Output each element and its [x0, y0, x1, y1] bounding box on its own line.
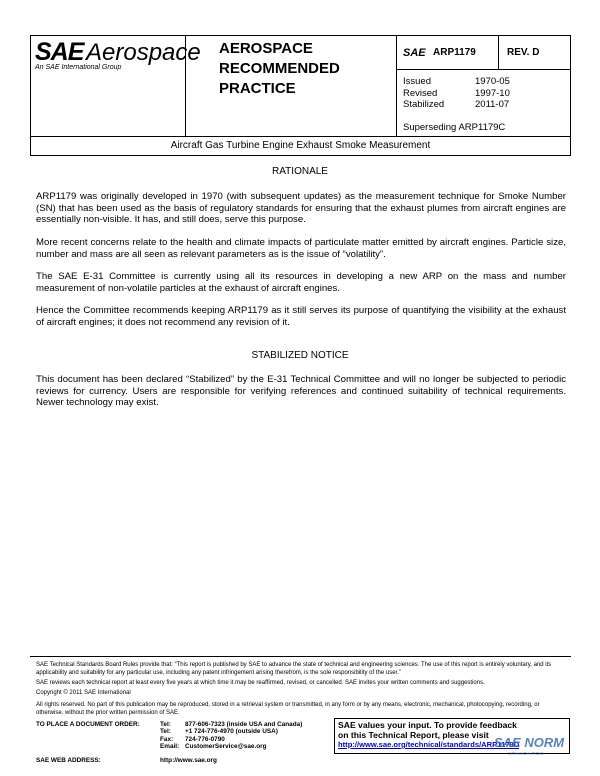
header-box	[30, 35, 571, 137]
rationale-heading: RATIONALE	[272, 166, 328, 177]
logo-subtitle: An SAE International Group	[35, 64, 122, 71]
rationale-paragraph: Hence the Committee recommends keeping ARP1179 as it still serves its purpose of quantifying the visibility at the exhaust of aircraft engines; it does not recommend any revision of it.	[36, 305, 566, 328]
doc-type-line: PRACTICE	[219, 80, 296, 97]
feedback-text: SAE values your input. To provide feedback	[338, 720, 517, 730]
aerospace-logo: Aerospace	[86, 39, 201, 66]
rights-notice: All rights reserved. No part of this publication may be reproduced, stored in a retrieval system or transmitted, in any form or by any means, electronic, mechanical, photocopying, recording, or otherwise, without the prior written permission of SAE.	[36, 702, 540, 716]
document-number: ARP1179	[433, 47, 476, 58]
sae-mini-logo: SAE	[403, 47, 426, 59]
standards-board-rules: SAE Technical Standards Board Rules provide that: “This report is published by SAE to advance the state of technical and engineering sciences. The use of this report is entirely voluntary, and its applicability and suitability for any particular use, including any patent infringement arising therefrom, is the sole responsibility of the user.”	[36, 662, 552, 676]
contact-row: Tel: 877-606-7323 (inside USA and Canada)	[160, 721, 303, 728]
contact-row: Fax: 724-776-0790	[160, 735, 225, 743]
document-type	[219, 39, 389, 99]
date-row: Stabilized 2011-07	[403, 99, 510, 110]
order-contacts	[160, 721, 302, 751]
date-history	[403, 76, 523, 111]
doc-type-line: RECOMMENDED	[219, 60, 340, 77]
contact-row: Tel: +1 724-776-4970 (outside USA)	[160, 728, 278, 736]
footer-divider	[30, 656, 571, 657]
feedback-link[interactable]: http://www.sae.org/technical/standards/ARP1179D	[338, 740, 520, 749]
web-address-link[interactable]: http://www.sae.org	[160, 757, 217, 764]
rationale-paragraph: More recent concerns relate to the health and climate impacts of particulate matter emitted by aircraft engines. Particle size, number and mass are all seen as relevant parameters as is the issue of “volatility”.	[36, 237, 566, 260]
document-title: Aircraft Gas Turbine Engine Exhaust Smoke Measurement	[30, 136, 571, 156]
doc-type-line: AEROSPACE	[219, 40, 313, 57]
stabilized-paragraph: This document has been declared “Stabilized” by the E-31 Technical Committee and will no longer be subjected to periodic reviews for currency. Users are responsible for verifying references and continued suitability of technical requirements. Newer technology may exist.	[36, 374, 566, 409]
contact-row: Email: CustomerService@sae.org	[160, 743, 267, 751]
email-link[interactable]: CustomerService@sae.org	[185, 743, 267, 751]
date-row: Issued 1970-05	[403, 76, 510, 87]
order-label: TO PLACE A DOCUMENT ORDER:	[36, 721, 140, 728]
stabilized-heading: STABILIZED NOTICE	[251, 350, 349, 361]
superseding-note: Superseding ARP1179C	[403, 122, 506, 133]
sae-logo: SAE	[35, 38, 84, 66]
feedback-text: on this Technical Report, please visit	[338, 730, 489, 740]
review-notice: SAE reviews each technical report at least every five years at which time it may be reaffirmed, revised, or cancelled. SAE invites your written comments and suggestions.	[36, 680, 485, 686]
copyright-notice: Copyright © 2011 SAE International	[36, 690, 131, 696]
rationale-paragraph: The SAE E-31 Committee is currently using all its resources in developing a new ARP on the mass and number measurement of non-volatile particles at the exhaust of aircraft engines.	[36, 271, 566, 294]
web-address-label: SAE WEB ADDRESS:	[36, 757, 101, 764]
rationale-paragraph: ARP1179 was originally developed in 1970 (with subsequent updates) as the measurement technique for Smoke Number (SN) that has been used as the basis of regulatory standards for ensuring that the exhaust plumes from aircraft engines are essentially non-visible. It has, and still does, serve this purpose.	[36, 191, 566, 226]
watermark-subtitle: STANDARDS	[508, 751, 545, 756]
watermark: SAE NORM	[494, 735, 565, 750]
revision-label: REV. D	[507, 47, 540, 58]
date-row: Revised 1997-10	[403, 87, 510, 99]
